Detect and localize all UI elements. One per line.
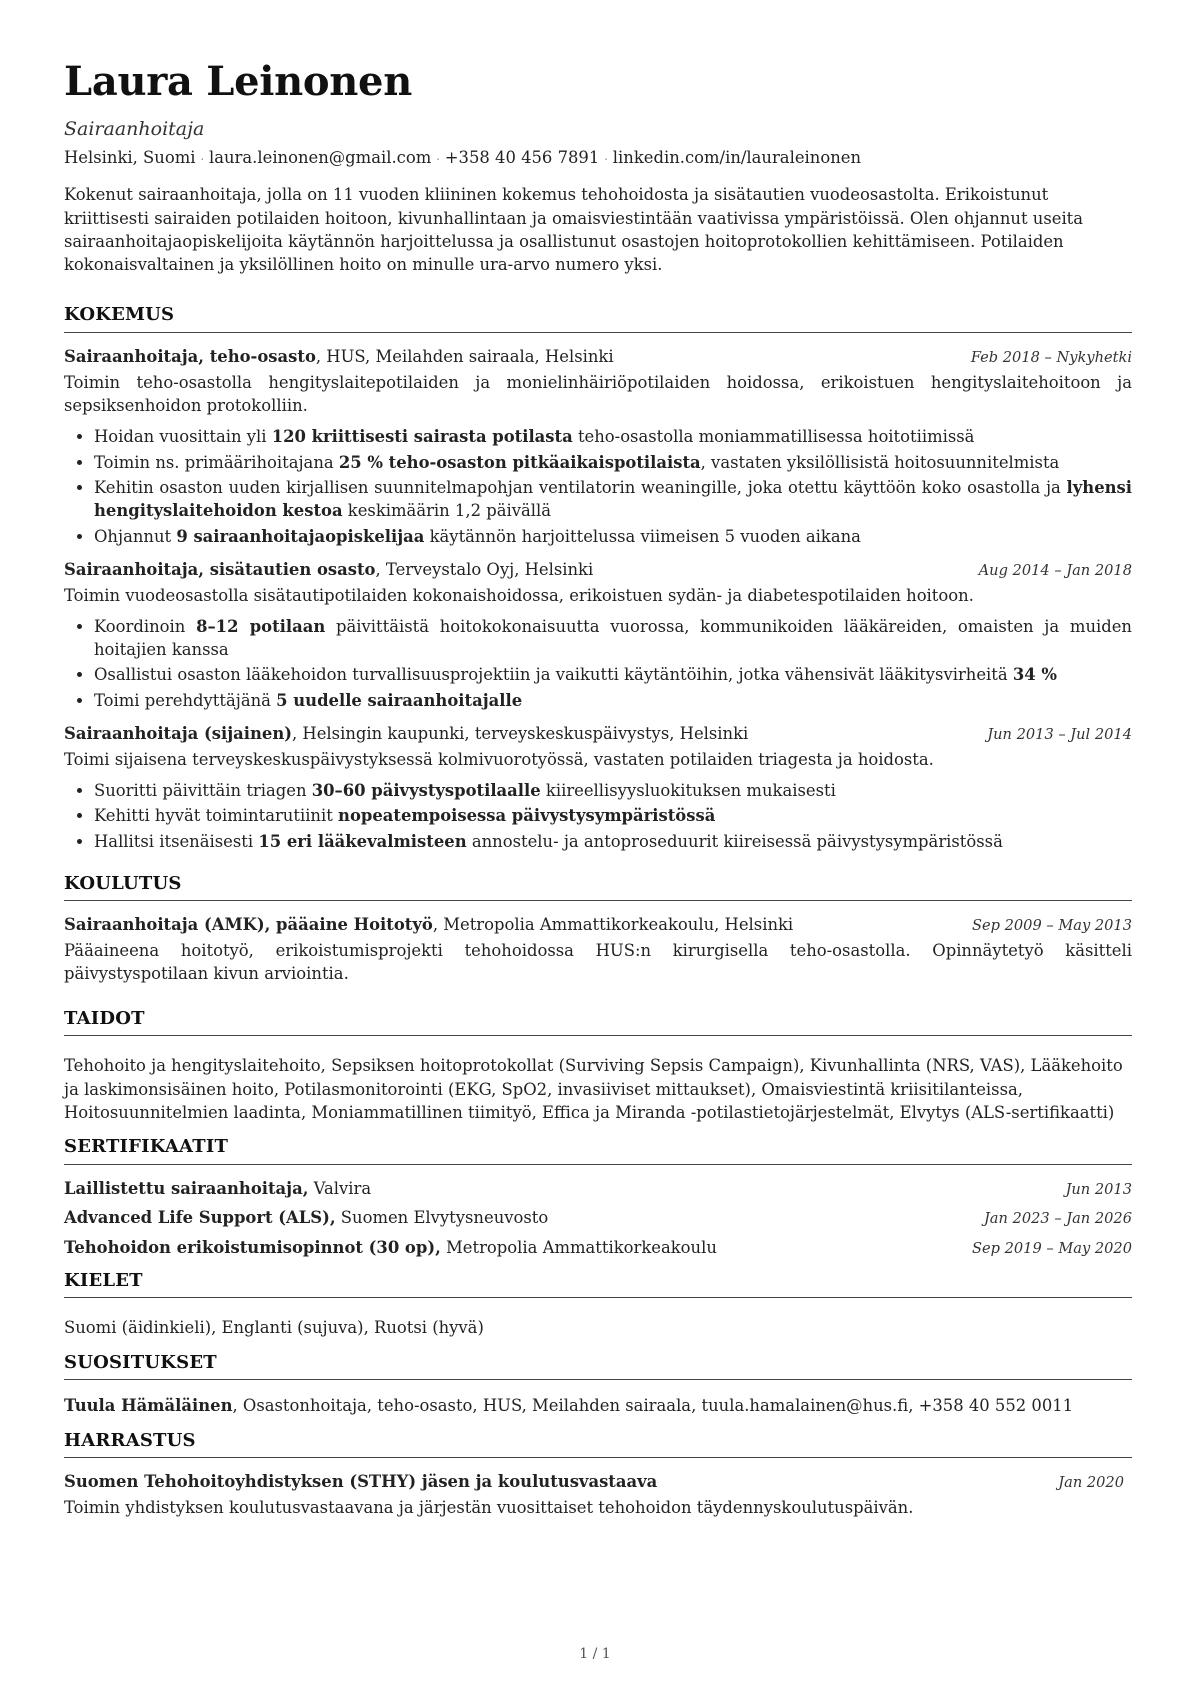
separator: · <box>604 152 608 166</box>
section-title-languages: KIELET <box>64 1268 1132 1299</box>
highlight-text: 9 sairaanhoitajaopiskelijaa <box>176 526 425 546</box>
reference-entry <box>64 1394 1132 1417</box>
job-entry <box>64 722 1132 853</box>
achievement-item <box>94 425 1132 448</box>
achievement-item <box>94 451 1132 474</box>
certification-row <box>64 1236 1132 1260</box>
job-role: Sairaanhoitaja, sisätautien osasto <box>64 559 376 579</box>
languages-text: Suomi (äidinkieli), Englanti (sujuva), Ruotsi (hyvä) <box>64 1318 484 1338</box>
job-entry <box>64 345 1132 548</box>
job-role: Sairaanhoitaja (sijainen) <box>64 724 293 743</box>
job-heading <box>64 558 593 581</box>
highlight-text: 5 uudelle sairaanhoitajalle <box>276 690 523 710</box>
achievement-list <box>64 425 1132 547</box>
education-date: Sep 2009 – May 2013 <box>972 917 1132 935</box>
achievement-list <box>64 615 1132 712</box>
separator: · <box>200 152 204 166</box>
job-role: Sairaanhoitaja, teho-osasto <box>64 347 316 366</box>
email-link[interactable]: laura.leinonen@gmail.com <box>208 147 432 167</box>
languages-section <box>64 1268 1132 1340</box>
hobbies-section <box>64 1428 1132 1520</box>
school: , Metropolia Ammattikorkeakoulu, Helsinki <box>432 915 794 935</box>
job-date: Aug 2014 – Jan 2018 <box>978 561 1132 579</box>
hobby-title: Suomen Tehohoitoyhdistyksen (STHY) jäsen ja koulutusvastaava <box>64 1472 658 1492</box>
certification-name: Tehohoidon erikoistumisopinnot (30 op), <box>64 1238 441 1258</box>
certification-row <box>64 1177 1132 1201</box>
job-description: Toimin teho-osastolla hengityslaitepotilaiden ja monielinhäiriöpotilaiden hoidossa, erikoistuen hengityslaitehoitoon ja sepsiksenhoidon protokolliin. <box>64 372 1132 416</box>
achievement-text: käytännön harjoittelussa viimeisen 5 vuoden aikana <box>424 526 861 546</box>
achievement-text: , vastaten yksilöllisistä hoitosuunnitelmista <box>700 452 1060 472</box>
achievement-text: keskimäärin 1,2 päivällä <box>342 501 552 521</box>
candidate-name: Laura Leinonen <box>64 58 412 105</box>
achievement-text: Toimi perehdyttäjänä <box>94 690 277 710</box>
section-title-experience: KOKEMUS <box>64 302 1132 333</box>
section-title-references: SUOSITUKSET <box>64 1350 1132 1381</box>
education-section <box>64 871 1132 986</box>
achievement-item <box>94 779 1132 802</box>
achievement-text: annostelu- ja antoproseduurit kiireisessä päivystysympäristössä <box>466 831 1003 851</box>
achievement-item <box>94 615 1132 662</box>
achievement-text: Hoidan vuosittain yli <box>94 427 272 447</box>
experience-section <box>64 302 1132 852</box>
achievement-text: Hallitsi itsenäisesti <box>94 831 259 851</box>
reference-details: , Osastonhoitaja, teho-osasto, HUS, Meilahden sairaala, tuula.hamalainen@hus.fi, +358 40 552 0011 <box>232 1396 1074 1416</box>
certification-row <box>64 1206 1132 1230</box>
achievement-item <box>94 476 1132 523</box>
job-description: Toimi sijaisena terveyskeskuspäivystyksessä kolmivuorotyössä, vastaten potilaiden triagesta ja hoidosta. <box>64 749 934 769</box>
achievement-text: teho-osastolla moniammatillisessa hoitotiimissä <box>572 427 975 447</box>
highlight-text: 34 % <box>1012 665 1057 685</box>
highlight-text: 25 % teho-osaston pitkäaikaispotilaista <box>338 452 701 472</box>
job-heading <box>64 722 748 745</box>
hobby-date: Jan 2020 <box>1058 1474 1124 1492</box>
achievement-text: Suoritti päivittäin triagen <box>94 781 312 801</box>
job-header <box>64 345 1132 369</box>
achievement-text: Toimin ns. primäärihoitajana <box>94 452 339 472</box>
location: Helsinki, Suomi <box>64 147 196 167</box>
phone: +358 40 456 7891 <box>444 147 600 167</box>
achievement-text: kiireellisyysluokituksen mukaisesti <box>540 781 836 801</box>
education-description: Pääaineena hoitotyö, erikoistumisprojekti tehohoidossa HUS:n kirurgisella teho-osastolla. Opinnäytetyö käsitteli päivystyspotilaan kivun arviointia. <box>64 941 1132 984</box>
page-number: 1 / 1 <box>579 1646 611 1662</box>
section-title-education: KOULUTUS <box>64 871 1132 902</box>
certification-issuer: Suomen Elvytysneuvosto <box>335 1208 549 1228</box>
summary: Kokenut sairaanhoitaja, jolla on 11 vuoden kliininen kokemus tehohoidosta ja sisätautien vuodeosastolta. Erikoistunut kriittisesti sairaiden potilaiden hoitoon, kivunhallintaan ja omaisviestintään vaativissa ympäristöissä. Olen ohjannut useita sairaanhoitajaopiskelijoita käytännön harjoittelussa ja osallistunut osastojen hoitoprotokollien kehittämiseen. Potilaiden kokonaisvaltainen ja yksilöllinen hoito on minulle ura-arvo numero yksi. <box>64 185 1084 275</box>
linkedin-link[interactable]: linkedin.com/in/lauraleinonen <box>612 147 862 167</box>
certification-name: Laillistettu sairaanhoitaja, <box>64 1178 309 1198</box>
section-title-skills: TAIDOT <box>64 1006 1132 1037</box>
degree: Sairaanhoitaja (AMK), pääaine Hoitotyö <box>64 915 433 935</box>
certification-issuer: Valvira <box>308 1178 372 1198</box>
job-organization: , Helsingin kaupunki, terveyskeskuspäivystys, Helsinki <box>292 724 749 743</box>
education-entry <box>64 913 1132 985</box>
certification-issuer: Metropolia Ammattikorkeakoulu <box>440 1238 717 1258</box>
job-organization: , HUS, Meilahden sairaala, Helsinki <box>315 347 614 366</box>
certification-date: Sep 2019 – May 2020 <box>972 1240 1132 1258</box>
job-date: Jun 2013 – Jul 2014 <box>987 726 1132 743</box>
job-title: Sairaanhoitaja <box>64 118 205 140</box>
certification-list <box>64 1177 1132 1260</box>
contact-line <box>64 146 1132 169</box>
hobby-description: Toimin yhdistyksen koulutusvastaavana ja järjestän vuosittaiset tehohoidon täydennyskoulutuspäivän. <box>64 1497 914 1517</box>
reference-name: Tuula Hämäläinen <box>64 1396 233 1416</box>
achievement-item <box>94 525 1132 548</box>
achievement-text: Kehitti hyvät toimintarutiinit <box>94 806 339 826</box>
section-title-certifications: SERTIFIKAATIT <box>64 1134 1132 1165</box>
skills-text: Tehohoito ja hengityslaitehoito, Sepsiksen hoitoprotokollat (Surviving Sepsis Campaign), Kivunhallinta (NRS, VAS), Lääkehoito ja laskimonsisäinen hoito, Potilasmonitorointi (EKG, SpO2, invasiiviset mittaukset), Omaisviestintä kriisitilanteissa, Hoitosuunnitelmien laadinta, Moniammatillinen tiimityö, Effica ja Miranda -potilastietojärjestelmät, Elvytys (ALS-sertifikaatti) <box>64 1056 1123 1122</box>
highlight-text: lyhensi hengityslaitehoidon kestoa <box>94 477 1132 521</box>
certification-date: Jun 2013 <box>1065 1180 1132 1198</box>
achievement-item <box>94 689 1132 712</box>
job-header <box>64 558 1132 582</box>
achievement-item <box>94 804 1132 827</box>
job-heading <box>64 345 614 368</box>
hobby-entry <box>64 1470 1132 1519</box>
achievement-text: päivittäistä hoitokokonaisuutta vuorossa, kommunikoiden lääkäreiden, omaisten ja muiden hoitajien kanssa <box>94 616 1132 660</box>
section-title-hobbies: HARRASTUS <box>64 1428 1132 1459</box>
highlight-text: 30–60 päivystyspotilaalle <box>311 781 541 801</box>
certification-name: Advanced Life Support (ALS), <box>64 1208 336 1228</box>
certification-heading <box>64 1177 371 1200</box>
highlight-text: nopeatempoisessa päivystysympäristössä <box>338 806 716 826</box>
achievement-item <box>94 663 1132 686</box>
job-list <box>64 345 1132 853</box>
resume-page <box>64 60 1132 1527</box>
certification-heading <box>64 1206 548 1229</box>
achievement-list <box>64 779 1132 853</box>
certification-date: Jan 2023 – Jan 2026 <box>983 1210 1132 1228</box>
references-section <box>64 1350 1132 1418</box>
achievement-text: Osallistui osaston lääkehoidon turvallisuusprojektiin ja vaikutti käytäntöihin, jotka vähensivät lääkitysvirheitä <box>94 665 1013 685</box>
job-header <box>64 722 1132 746</box>
job-entry <box>64 558 1132 712</box>
separator: · <box>436 152 440 166</box>
achievement-text: Ohjannut <box>94 526 177 546</box>
highlight-text: 120 kriittisesti sairasta potilasta <box>271 427 573 447</box>
job-organization: , Terveystalo Oyj, Helsinki <box>375 559 594 579</box>
achievement-text: Kehitin osaston uuden kirjallisen suunnitelmapohjan ventilatorin weaningille, joka otettu käyttöön koko osastolla ja <box>94 477 1067 497</box>
certifications-section <box>64 1134 1132 1260</box>
job-date: Feb 2018 – Nykyhetki <box>970 349 1132 366</box>
education-heading <box>64 913 793 936</box>
skills-section <box>64 1006 1132 1124</box>
certification-heading <box>64 1236 717 1259</box>
highlight-text: 8–12 potilaan <box>196 616 326 636</box>
job-description: Toimin vuodeosastolla sisätautipotilaiden kokonaishoidossa, erikoistuen sydän- ja diabetespotilaiden hoitoon. <box>64 585 974 605</box>
achievement-item <box>94 830 1132 853</box>
highlight-text: 15 eri lääkevalmisteen <box>258 831 467 851</box>
achievement-text: Koordinoin <box>94 616 197 636</box>
